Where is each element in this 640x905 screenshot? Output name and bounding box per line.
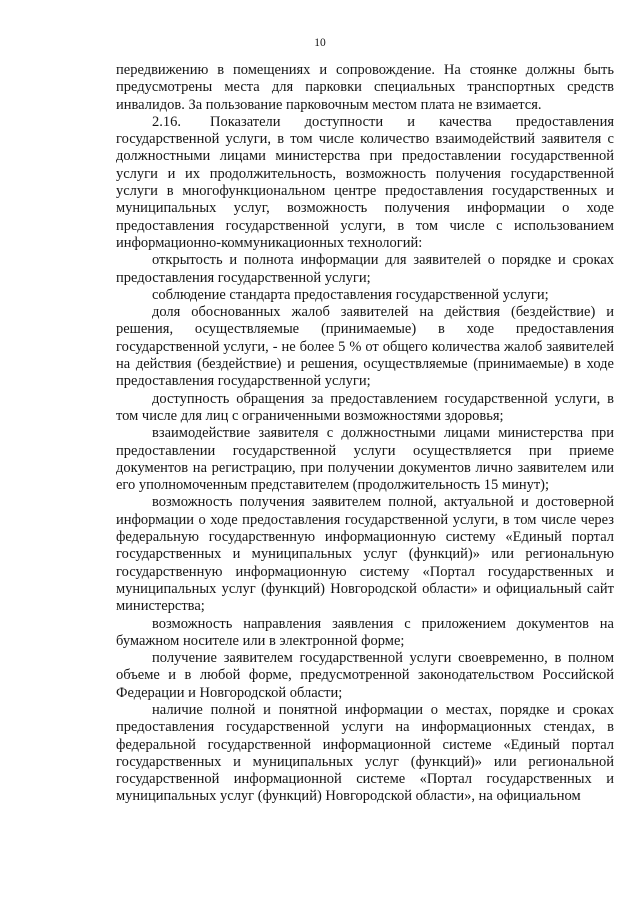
clause-text: Показатели доступности и качества предоставления государственной услуги, в том числе количество взаимодействий заявителя с должностными лицами министерства при предоставлении государственной услуги и их продолжительность, возможность получения государственной услуги в многофункциональном центре предоставления государственных и муниципальных услуг, возможность получения информации о ходе предоставления государственной услуги, в том числе с использованием информационно-коммуникационных технологий:: [116, 113, 614, 251]
paragraph-application-submission: возможность направления заявления с приложением документов на бумажном носителе или в электронной форме;: [116, 615, 614, 649]
paragraph-continuation: передвижению в помещениях и сопровождение. На стоянке должны быть предусмотрены места для парковки специальных транспортных средств инвалидов. За пользование парковочным местом плата не взимается.: [116, 62, 614, 113]
paragraph-interaction: взаимодействие заявителя с должностными лицами министерства при предоставлении государственной услуги осуществляется при приеме документов на регистрацию, при получении документов лично заявителем или его уполномоченным представителем (продолжительность 15 минут);: [116, 425, 614, 494]
paragraph-timely-receipt: получение заявителем государственной услуги своевременно, в полном объеме и в любой форме, предусмотренной законодательством Российской Федерации и Новгородской области;: [116, 650, 614, 701]
clause-number: 2.16.: [152, 113, 181, 130]
paragraph-standard-compliance: соблюдение стандарта предоставления государственной услуги;: [152, 286, 549, 303]
page-number: 10: [314, 37, 326, 49]
paragraph-complaints-share: доля обоснованных жалоб заявителей на действия (бездействие) и решения, осуществляемые (принимаемые) в ходе предоставления государственной услуги, - не более 5 % от общего количества жалоб заявителей на действия (бездействие) и решения, осуществляемые (принимаемые) в ходе предоставления государственной услуги;: [116, 304, 614, 390]
paragraph-information-access: возможность получения заявителем полной, актуальной и достоверной информации о ходе предоставления государственной услуги, в том числе через федеральную государственную информационную систему «Единый портал государственных и муниципальных услуг (функций)» или региональную государственную информационную систему «Портал государственных и муниципальных услуг (функций) Новгородской области» и официальный сайт министерства;: [116, 494, 614, 615]
paragraph-accessibility: доступность обращения за предоставлением государственной услуги, в том числе для лиц с ограниченными возможностями здоровья;: [116, 390, 614, 424]
document-body: [116, 62, 614, 806]
paragraph-information-availability: наличие полной и понятной информации о местах, порядке и сроках предоставления государственной услуги на информационных стендах, в федеральной государственной информационной системе «Единый портал государственных и муниципальных услуг (функций)» или региональной государственной информационной системе «Портал государственных и муниципальных услуг (функций) Новгородской области», на официальном: [116, 701, 614, 805]
paragraph-clause-2-16: [116, 114, 614, 252]
paragraph-openness: открытость и полнота информации для заявителей о порядке и сроках предоставления государственной услуги;: [116, 252, 614, 286]
